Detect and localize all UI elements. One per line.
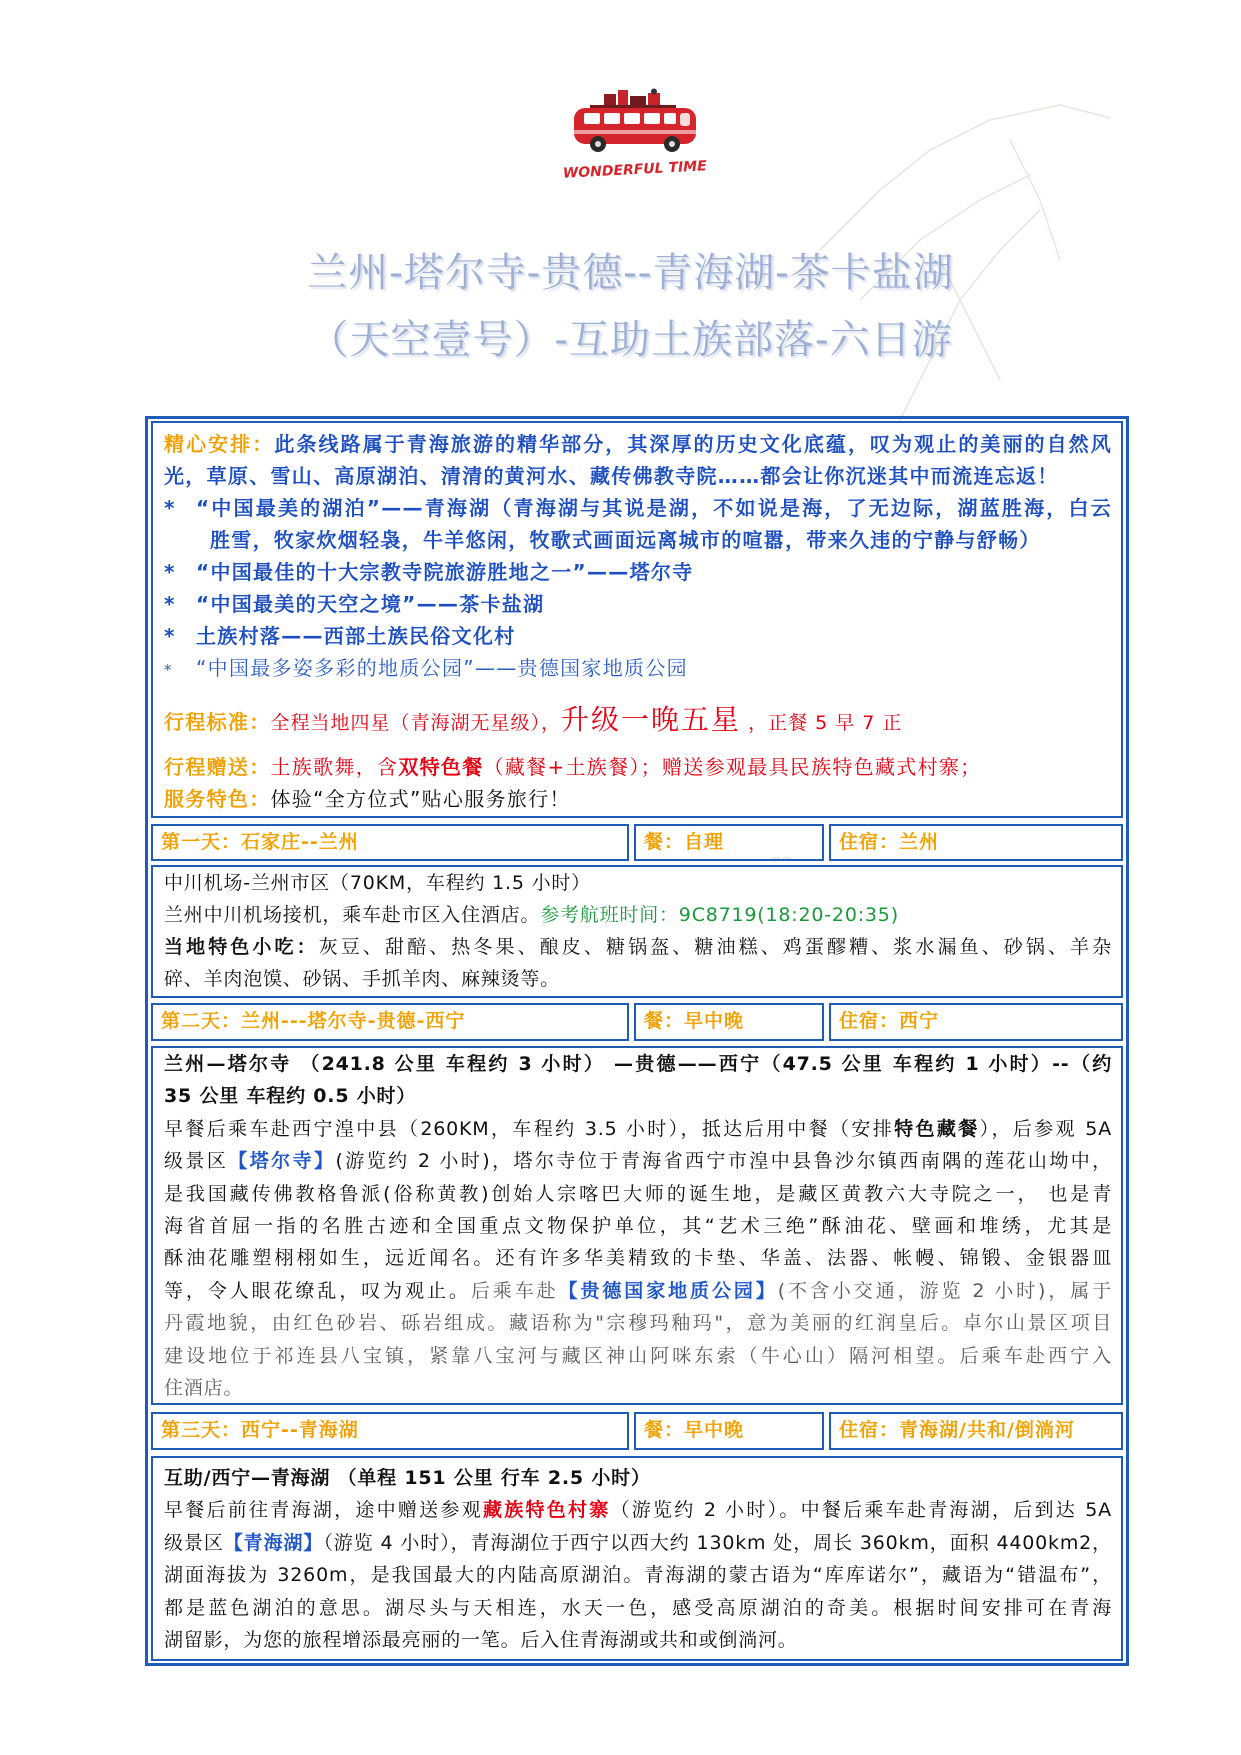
day-2-stay: 住宿：西宁 [829, 1003, 1123, 1041]
day-3-content [151, 1456, 1123, 1661]
standard-label: 行程标准： [164, 710, 271, 734]
gift-line [164, 751, 1112, 783]
day-1-content [151, 865, 1123, 998]
day-2-title: 第二天：兰州---塔尔寺-贵德-西宁 [151, 1003, 629, 1041]
standard-line [164, 700, 1112, 740]
arrangement-text-2: 光，草原、雪山、高原湖泊、清清的黄河水、藏传佛教寺院……都会让你沉迷其中而流连忘返！ [164, 464, 1059, 488]
wonderful-time-logo [560, 88, 710, 188]
day-3-route: 互助/西宁—青海湖 （单程 151 公里 行车 2.5 小时） [164, 1467, 651, 1489]
day-2-line-8: 建设地位于祁连县八宝镇，紧靠八宝河与藏区神山阿咪东索（牛心山）隔河相望。后乘车赴西宁入 [164, 1344, 1112, 1367]
highlight-item-continued [164, 524, 1112, 556]
day-2-line-5: 酥油花雕塑栩栩如生，远近闻名。还有许多华美精致的卡垫、华盖、法器、帐幔、锦锻、金银器皿 [164, 1247, 1112, 1270]
day-3-meals: 餐：早中晚 [634, 1412, 824, 1450]
gift-text-1: 土族歌舞，含 [270, 755, 399, 779]
upgrade-text: 升级一晚五星 [561, 703, 742, 736]
arrangement-line-1 [164, 428, 1112, 460]
title-line-2: （天空壹号）-互助土族部落-六日游 [308, 317, 953, 363]
service-text: 体验“全方位式”贴心服务旅行！ [270, 787, 571, 811]
highlight-item [164, 652, 1112, 684]
day-1-snacks-line [164, 931, 1112, 963]
arrangement-label: 精心安排： [164, 432, 275, 456]
itinerary-table [145, 416, 1129, 1666]
day-3-stay: 住宿：青海湖/共和/倒淌河 [829, 1412, 1123, 1450]
day-2-line-9: 住酒店。 [164, 1376, 244, 1399]
day-3-line-2 [164, 1527, 1112, 1559]
bullet-icon: * [164, 661, 173, 679]
day-2-line-1 [164, 1113, 1112, 1145]
day-1-title: 第一天：石家庄--兰州 [151, 824, 629, 861]
text: ），后参观 5A [979, 1117, 1112, 1140]
bus-icon [574, 89, 696, 153]
day-3-line-1 [164, 1494, 1112, 1526]
day-2-line-3: 是我国藏传佛教格鲁派(俗称黄教)创始人宗喀巴大师的诞生地，是藏区黄教六大寺院之一， 也是青 [164, 1182, 1112, 1205]
day-2-content [151, 1046, 1123, 1405]
day-2-line-7: 丹霞地貌，由红色砂岩、砾岩组成。藏语称为"宗穆玛釉玛"，意为美丽的红润皇后。卓尔山景区项目 [164, 1312, 1112, 1335]
highlight-text: “中国最佳的十大宗教寺院旅游胜地之一”——塔尔寺 [196, 560, 694, 584]
day-2-meals: 餐：早中晚 [634, 1003, 824, 1041]
highlight-item [164, 492, 1112, 524]
service-line [164, 783, 1112, 815]
highlight-text: “中国最美的湖泊”——青海湖（青海湖与其说是湖，不如说是海，了无边际，湖蓝胜海，白云 [196, 496, 1112, 520]
bullet-icon: * [164, 624, 176, 648]
text: （游览 4 小时），青海湖位于西宁以西大约 130km 处，周长 360km，面积 4400km2， [323, 1531, 1112, 1554]
arrangement-text-1: 此条线路属于青海旅游的精华部分，其深厚的历史文化底蕴，叹为观止的美丽的自然风 [274, 432, 1113, 456]
day-1-pickup: 兰州中川机场接机，乘车赴市区入住酒店。 [164, 904, 541, 926]
gift-label: 行程赠送： [164, 755, 271, 779]
meals-count: ，正餐 5 早 7 正 [741, 712, 903, 734]
attraction-name: 【贵德国家地质公园】 [558, 1279, 778, 1302]
village-highlight: 藏族特色村寨 [482, 1499, 611, 1522]
day-2-line-4: 海省首屈一指的名胜古迹和全国重点文物保护单位，其“艺术三绝”酥油花、壁画和堆绣，尤其是 [164, 1214, 1112, 1237]
text: (游览约 2 小时)，塔尔寺位于青海省西宁市湟中县鲁沙尔镇西南隅的莲花山坳中， [335, 1150, 1112, 1173]
day-1-meals: 餐：自理 [634, 824, 824, 861]
day-3-title: 第三天：西宁--青海湖 [151, 1412, 629, 1450]
day-3-line-4: 都是蓝色湖泊的意思。湖尽头与天相连，水天一色，感受高原湖泊的奇美。根据时间安排可在青海 [164, 1596, 1112, 1619]
attraction-name: 【青海湖】 [223, 1531, 324, 1554]
text: 级景区 [164, 1531, 224, 1554]
text: 后乘车赴 [470, 1279, 559, 1302]
day-1-snacks-1: 灰豆、甜醅、热冬果、酿皮、糖锅盔、糖油糕、鸡蛋醪糟、浆水漏鱼、砂锅、羊杂 [318, 936, 1112, 958]
attraction-name: 【塔尔寺】 [228, 1150, 336, 1173]
highlight-text: 胜雪，牧家炊烟轻袅，牛羊悠闲，牧歌式画面远离城市的喧嚣，带来久违的宁静与舒畅） [210, 528, 1041, 552]
day-3-line-5: 湖留影，为您的旅程增添最亮丽的一笔。后入住青海湖或共和或倒淌河。 [164, 1628, 798, 1651]
day-2-line-2 [164, 1145, 1112, 1177]
highlight-text: 土族村落——西部土族民俗文化村 [196, 624, 516, 648]
bullet-icon: * [164, 496, 176, 520]
day-1-stay: 住宿：兰州 [829, 824, 1123, 861]
title-line-1: 兰州-塔尔寺-贵德--青海湖-茶卡盐湖 [307, 250, 954, 296]
highlight-text: “中国最多姿多彩的地质公园”——贵德国家地质公园 [196, 656, 688, 680]
text: (不含小交通，游览 2 小时)，属于 [777, 1279, 1112, 1302]
logo-wordmark: WONDERFUL TIME [562, 158, 708, 182]
text: 级景区 [164, 1150, 229, 1173]
meal-highlight: 特色藏餐 [894, 1117, 980, 1140]
gift-emphasis: 双特色餐 [398, 755, 484, 779]
standard-text: 全程当地四星（青海湖无星级）， [270, 712, 562, 734]
day-1-snacks-2: 碎、羊肉泡馍、砂锅、手抓羊肉、麻辣烫等。 [164, 968, 561, 990]
highlight-item [164, 620, 1112, 652]
intro-section [151, 421, 1123, 818]
day-2-route-2: 35 公里 车程约 0.5 小时） [164, 1085, 417, 1108]
text: 早餐后前往青海湖，途中赠送参观 [164, 1499, 483, 1522]
highlight-item [164, 556, 1112, 588]
gift-text-2: （藏餐+土族餐）；赠送参观最具民族特色藏式村寨； [483, 755, 982, 779]
bullet-icon: * [164, 560, 176, 584]
day-2-line-6 [164, 1275, 1112, 1307]
day-1-route: 中川机场-兰州市区（70KM，车程约 1.5 小时） [164, 872, 591, 894]
day-1-flight: 参考航班时间：9C8719(18:20-20:35) [540, 904, 899, 926]
day-1-snacks-label: 当地特色小吃： [164, 936, 319, 958]
day-2-route-1: 兰州—塔尔寺 （241.8 公里 车程约 3 小时） —贵德——西宁（47.5 公里 车程约 1 小时）--（约 [164, 1053, 1112, 1075]
arrangement-line-2 [164, 460, 1112, 492]
service-label: 服务特色： [164, 787, 271, 811]
text: 等，令人眼花缭乱，叹为观止。 [164, 1279, 471, 1302]
highlight-item [164, 588, 1112, 620]
highlight-text: “中国最美的天空之境”——茶卡盐湖 [196, 592, 545, 616]
text: 早餐后乘车赴西宁湟中县（260KM，车程约 3.5 小时），抵达后用中餐（安排 [164, 1117, 895, 1140]
page-title [20, 240, 1241, 374]
day-1-pickup-line [164, 899, 1112, 931]
text: （游览约 2 小时）。中餐后乘车赴青海湖，后到达 5A [610, 1499, 1112, 1522]
day-3-line-3: 湖面海拔为 3260m，是我国最大的内陆高原湖泊。青海湖的蒙古语为“库库诺尔”，藏语为“错温布”， [164, 1564, 1112, 1587]
bullet-icon: * [164, 592, 176, 616]
